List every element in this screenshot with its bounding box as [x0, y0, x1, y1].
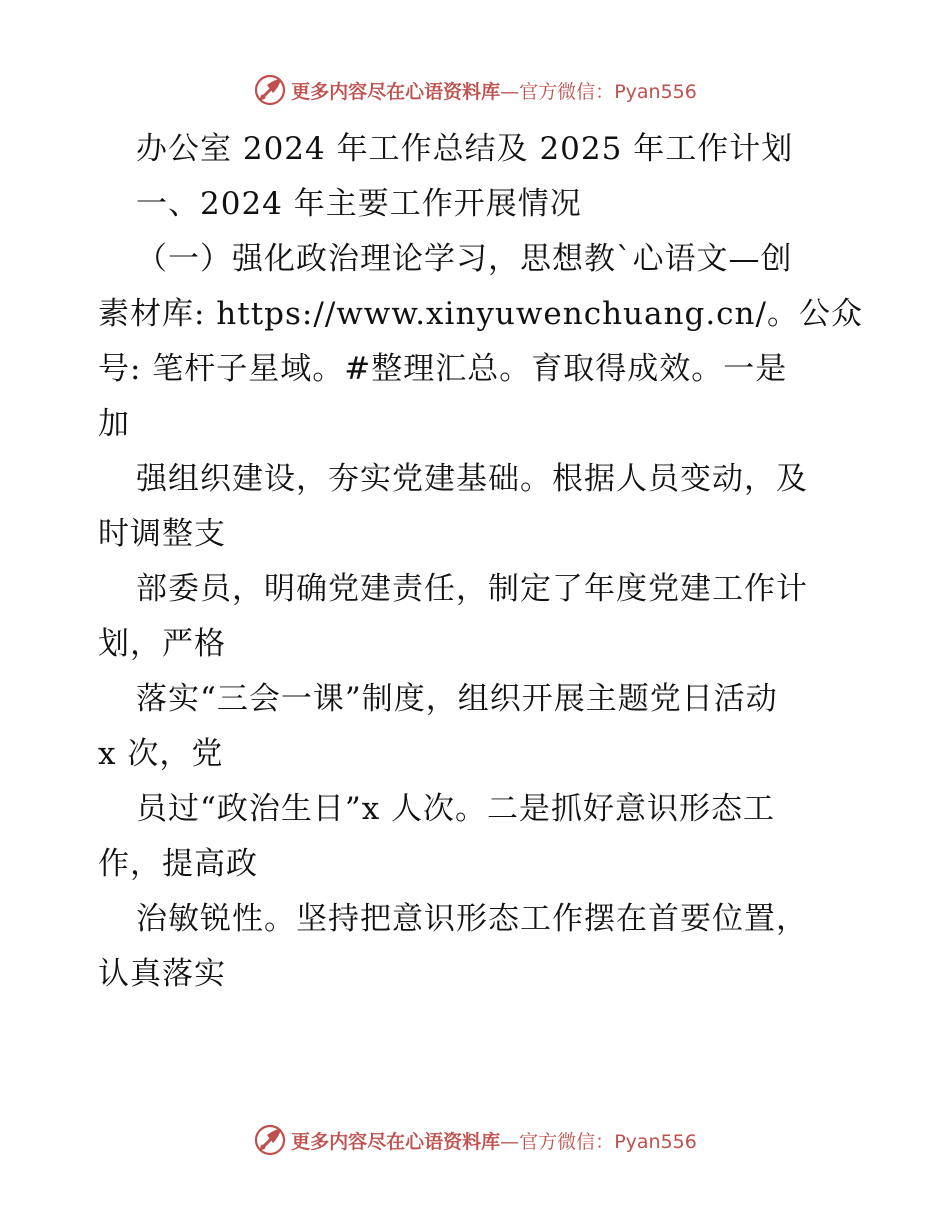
header-watermark-banner [0, 70, 950, 110]
text-line: 素材库: https://www.xinyuwenchuang.cn/。公众 [98, 296, 863, 332]
banner-label-text: 官方微信： [519, 1130, 615, 1153]
text-line: 划，严格 [98, 626, 226, 662]
banner-wechat-id: Pyan556 [614, 80, 697, 103]
banner-separator: — [500, 80, 520, 103]
text-line: 强组织建设，夯实党建基础。根据人员变动，及 [136, 461, 808, 497]
text-line: x 次，党 [98, 736, 224, 772]
text-line: 时调整支 [98, 516, 226, 552]
banner-main-text: 更多内容尽在心语资料库 [291, 1130, 501, 1153]
footer-watermark-banner [0, 1120, 950, 1160]
text-line: 认真落实 [98, 956, 226, 992]
text-line: 作，提高政 [98, 846, 258, 882]
banner-wechat-id: Pyan556 [614, 1130, 697, 1153]
quill-logo-icon [253, 73, 287, 107]
text-line: 部委员，明确党建责任，制定了年度党建工作计 [136, 571, 808, 607]
text-line: 治敏锐性。坚持把意识形态工作摆在首要位置， [136, 901, 808, 937]
document-title: 办公室 2024 年工作总结及 2025 年工作计划 [136, 131, 794, 167]
quill-logo-icon [253, 1123, 287, 1157]
section-heading: 一、2024 年主要工作开展情况 [136, 186, 582, 222]
banner-separator: — [500, 1130, 520, 1153]
banner-main-text: 更多内容尽在心语资料库 [291, 80, 501, 103]
banner-label-text: 官方微信： [519, 80, 615, 103]
text-line: 加 [98, 406, 130, 442]
subsection-heading: （一）强化政治理论学习，思想教`心语文—创 [136, 241, 793, 277]
text-line: 员过“政治生日”x 人次。二是抓好意识形态工 [136, 791, 776, 827]
text-line: 落实“三会一课”制度，组织开展主题党日活动 [136, 681, 778, 717]
text-line: 号: 笔杆子星域。#整理汇总。育取得成效。一是 [98, 351, 788, 387]
document-body [98, 122, 863, 1002]
